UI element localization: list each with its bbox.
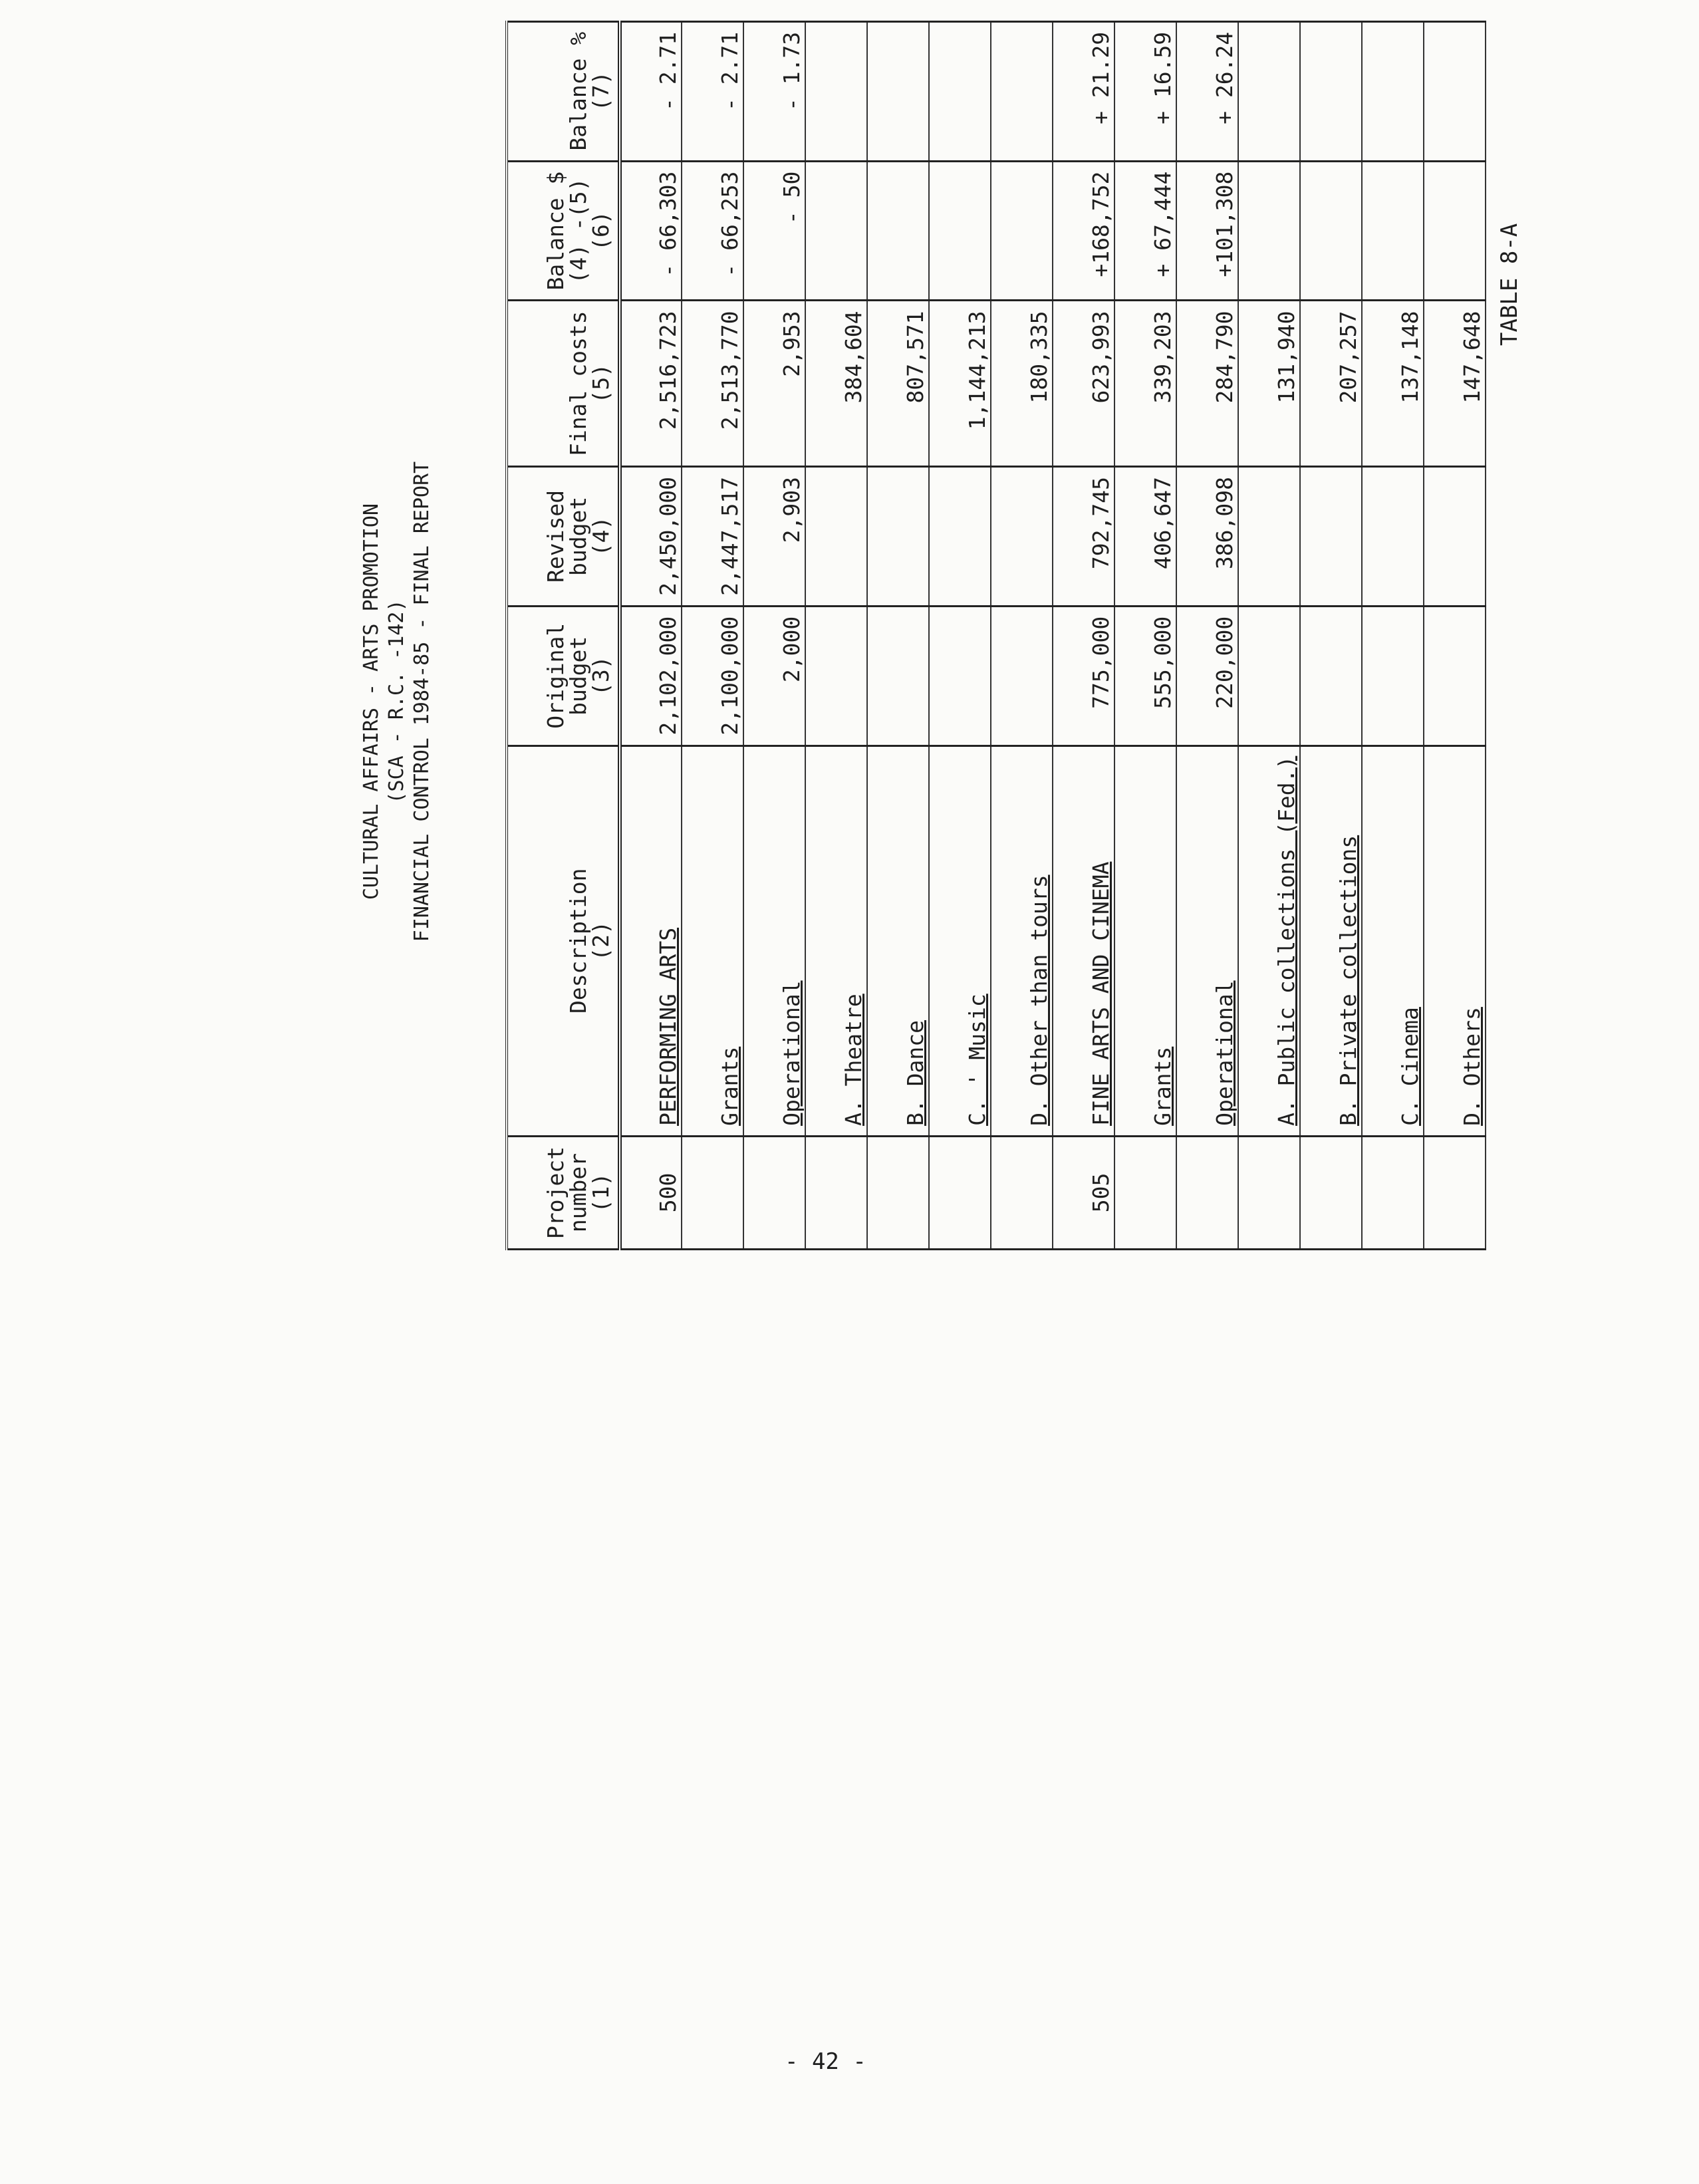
cell-description: A. Public collections (Fed.) [1273, 755, 1299, 1126]
cell-balance-percent [867, 21, 929, 161]
cell-balance-amount: +168,752 [1053, 161, 1114, 301]
cell-balance-amount: - 66,303 [620, 161, 682, 301]
table-row [1053, 21, 1114, 1249]
cell-final: 623,993 [1053, 301, 1114, 467]
cell-description: Operational [779, 980, 805, 1126]
cell-original [1238, 606, 1300, 746]
cell-description: D. Other than tours [1026, 875, 1052, 1126]
table-row [805, 21, 867, 1249]
table-row [1300, 21, 1362, 1249]
cell-revised [805, 467, 867, 607]
header-row [507, 21, 620, 1249]
title-line-3: FINANCIAL CONTROL 1984-85 - FINAL REPORT [410, 461, 434, 942]
cell-description: C. Cinema [1397, 1007, 1423, 1126]
cell-final: 2,953 [743, 301, 805, 467]
cell-original: 220,000 [1176, 606, 1238, 746]
cell-project [743, 1136, 805, 1249]
cell-balance-percent: - 1.73 [743, 21, 805, 161]
cell-balance-percent [1362, 21, 1424, 161]
cell-project [1424, 1136, 1486, 1249]
cell-balance-amount [867, 161, 929, 301]
table-row [682, 21, 743, 1249]
cell-description: B. Dance [902, 1020, 928, 1126]
header-revised: Revised budget (4) [507, 467, 620, 607]
cell-original: 2,102,000 [620, 606, 682, 746]
table-row [743, 21, 805, 1249]
rotated-report [359, 31, 1490, 1330]
cell-revised [1424, 467, 1486, 607]
header-balance-amount: Balance $ (4) -(5) (6) [507, 161, 620, 301]
cell-project [867, 1136, 929, 1249]
cell-balance-amount [1362, 161, 1424, 301]
cell-balance-amount [929, 161, 991, 301]
table-row [867, 21, 929, 1249]
table-row [1114, 21, 1176, 1249]
table-row [620, 21, 682, 1249]
table-row [1362, 21, 1424, 1249]
cell-balance-percent: + 26.24 [1176, 21, 1238, 161]
cell-revised: 2,903 [743, 467, 805, 607]
table-label: TABLE 8-A [1496, 223, 1523, 346]
cell-revised [1362, 467, 1424, 607]
cell-revised: 386,098 [1176, 467, 1238, 607]
cell-project [1238, 1136, 1300, 1249]
cell-revised: 792,745 [1053, 467, 1114, 607]
cell-original [991, 606, 1053, 746]
cell-original [1424, 606, 1486, 746]
header-project: Project number (1) [507, 1136, 620, 1249]
page-number: - 42 - [785, 2048, 866, 2075]
header-description: Description (2) [507, 746, 620, 1136]
cell-balance-amount: +101,308 [1176, 161, 1238, 301]
cell-description: Grants [1150, 1046, 1176, 1126]
cell-original [805, 606, 867, 746]
cell-final: 131,940 [1238, 301, 1300, 467]
cell-final: 207,257 [1300, 301, 1362, 467]
cell-balance-percent [1238, 21, 1300, 161]
cell-balance-amount: - 50 [743, 161, 805, 301]
header-final: Final costs (5) [507, 301, 620, 467]
cell-revised [991, 467, 1053, 607]
cell-balance-amount: - 66,253 [682, 161, 743, 301]
cell-description: D. Others [1459, 1007, 1485, 1126]
cell-balance-percent: - 2.71 [682, 21, 743, 161]
cell-balance-amount [1424, 161, 1486, 301]
cell-balance-amount: + 67,444 [1114, 161, 1176, 301]
header-balance-percent: Balance % (7) [507, 21, 620, 161]
financial-table [505, 21, 1486, 1250]
cell-final: 180,335 [991, 301, 1053, 467]
table-row [991, 21, 1053, 1249]
cell-final: 147,648 [1424, 301, 1486, 467]
cell-balance-percent [805, 21, 867, 161]
table-body [620, 21, 1486, 1249]
cell-description: Grants [717, 1046, 743, 1126]
cell-balance-percent [991, 21, 1053, 161]
cell-final: 807,571 [867, 301, 929, 467]
cell-balance-amount [805, 161, 867, 301]
cell-project [682, 1136, 743, 1249]
cell-original [929, 606, 991, 746]
cell-final: 2,513,770 [682, 301, 743, 467]
cell-revised [1238, 467, 1300, 607]
cell-revised: 2,450,000 [620, 467, 682, 607]
table-row [1176, 21, 1238, 1249]
cell-project [1114, 1136, 1176, 1249]
cell-balance-percent [929, 21, 991, 161]
cell-project [1362, 1136, 1424, 1249]
cell-project [805, 1136, 867, 1249]
cell-original [1362, 606, 1424, 746]
title-line-1: CULTURAL AFFAIRS - ARTS PROMOTION [360, 503, 383, 900]
cell-description: Operational [1212, 980, 1238, 1126]
cell-revised [867, 467, 929, 607]
cell-balance-percent: + 16.59 [1114, 21, 1176, 161]
cell-final: 339,203 [1114, 301, 1176, 467]
cell-description: A. Theatre [841, 994, 866, 1126]
cell-balance-amount [1238, 161, 1300, 301]
cell-original [1300, 606, 1362, 746]
cell-final: 284,790 [1176, 301, 1238, 467]
cell-original: 2,000 [743, 606, 805, 746]
cell-project: 500 [620, 1136, 682, 1249]
cell-revised: 406,647 [1114, 467, 1176, 607]
header-original: Original budget (3) [507, 606, 620, 746]
cell-final: 2,516,723 [620, 301, 682, 467]
cell-balance-percent: + 21.29 [1053, 21, 1114, 161]
cell-final: 1,144,213 [929, 301, 991, 467]
cell-balance-percent [1424, 21, 1486, 161]
cell-balance-percent [1300, 21, 1362, 161]
cell-balance-amount [1300, 161, 1362, 301]
cell-original: 775,000 [1053, 606, 1114, 746]
cell-final: 137,148 [1362, 301, 1424, 467]
cell-project [991, 1136, 1053, 1249]
table-row [1424, 21, 1486, 1249]
title-line-2: (SCA - R.C. -142) [385, 599, 408, 804]
table-row [1238, 21, 1300, 1249]
cell-revised [1300, 467, 1362, 607]
cell-revised: 2,447,517 [682, 467, 743, 607]
cell-balance-amount [991, 161, 1053, 301]
cell-project [1300, 1136, 1362, 1249]
cell-description: FINE ARTS AND CINEMA [1088, 861, 1114, 1126]
cell-revised [929, 467, 991, 607]
report-title [359, 73, 439, 1330]
table-row [929, 21, 991, 1249]
cell-project: 505 [1053, 1136, 1114, 1249]
cell-project [929, 1136, 991, 1249]
cell-original [867, 606, 929, 746]
cell-balance-percent: - 2.71 [620, 21, 682, 161]
cell-description: PERFORMING ARTS [655, 927, 681, 1126]
cell-original: 2,100,000 [682, 606, 743, 746]
cell-description: B. Private collections [1335, 835, 1361, 1126]
cell-project [1176, 1136, 1238, 1249]
cell-description: C. ' Music [964, 994, 990, 1126]
cell-original: 555,000 [1114, 606, 1176, 746]
cell-final: 384,604 [805, 301, 867, 467]
